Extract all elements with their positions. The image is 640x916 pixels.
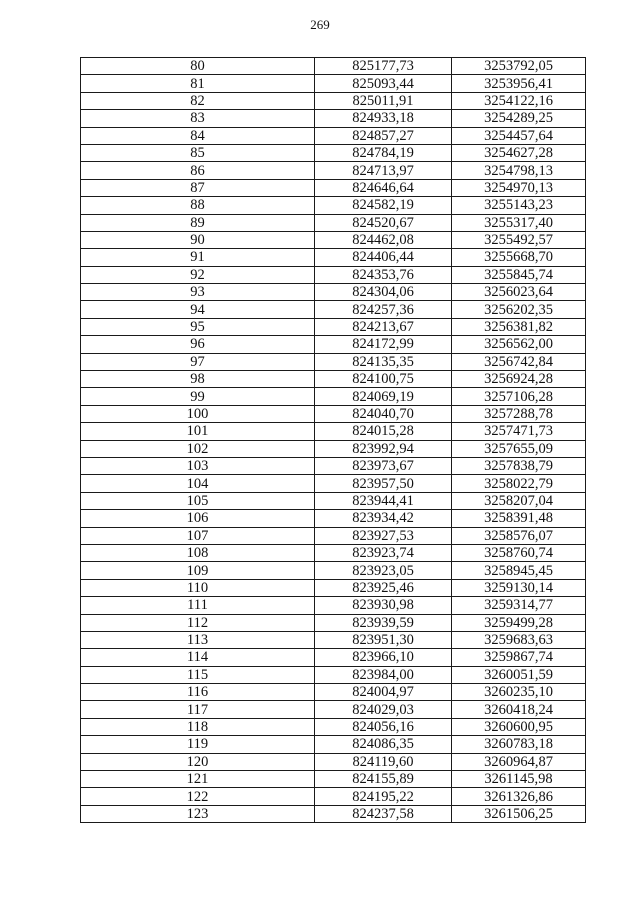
x-coordinate-cell: 823951,30 bbox=[315, 631, 452, 648]
y-coordinate-cell: 3258576,07 bbox=[452, 527, 586, 544]
table-row bbox=[81, 336, 586, 353]
point-number-cell: 88 bbox=[81, 197, 315, 214]
table-row bbox=[81, 144, 586, 161]
table-row bbox=[81, 510, 586, 527]
point-number-cell: 107 bbox=[81, 527, 315, 544]
table-row bbox=[81, 805, 586, 822]
table-row bbox=[81, 266, 586, 283]
x-coordinate-cell: 823934,42 bbox=[315, 510, 452, 527]
table-row bbox=[81, 214, 586, 231]
x-coordinate-cell: 823944,41 bbox=[315, 492, 452, 509]
y-coordinate-cell: 3256023,64 bbox=[452, 284, 586, 301]
x-coordinate-cell: 824015,28 bbox=[315, 423, 452, 440]
point-number-cell: 120 bbox=[81, 753, 315, 770]
y-coordinate-cell: 3259867,74 bbox=[452, 649, 586, 666]
table-row bbox=[81, 771, 586, 788]
y-coordinate-cell: 3254627,28 bbox=[452, 144, 586, 161]
y-coordinate-cell: 3256742,84 bbox=[452, 353, 586, 370]
y-coordinate-cell: 3259683,63 bbox=[452, 631, 586, 648]
y-coordinate-cell: 3258022,79 bbox=[452, 475, 586, 492]
x-coordinate-cell: 825093,44 bbox=[315, 75, 452, 92]
point-number-cell: 122 bbox=[81, 788, 315, 805]
x-coordinate-cell: 823925,46 bbox=[315, 579, 452, 596]
table-row bbox=[81, 736, 586, 753]
x-coordinate-cell: 824582,19 bbox=[315, 197, 452, 214]
y-coordinate-cell: 3254970,13 bbox=[452, 179, 586, 196]
table-row bbox=[81, 475, 586, 492]
y-coordinate-cell: 3259130,14 bbox=[452, 579, 586, 596]
point-number-cell: 102 bbox=[81, 440, 315, 457]
y-coordinate-cell: 3259499,28 bbox=[452, 614, 586, 631]
y-coordinate-cell: 3261326,86 bbox=[452, 788, 586, 805]
point-number-cell: 96 bbox=[81, 336, 315, 353]
table-row bbox=[81, 371, 586, 388]
y-coordinate-cell: 3255845,74 bbox=[452, 266, 586, 283]
x-coordinate-cell: 824462,08 bbox=[315, 231, 452, 248]
y-coordinate-cell: 3255492,57 bbox=[452, 231, 586, 248]
x-coordinate-cell: 824237,58 bbox=[315, 805, 452, 822]
point-number-cell: 105 bbox=[81, 492, 315, 509]
x-coordinate-cell: 824353,76 bbox=[315, 266, 452, 283]
y-coordinate-cell: 3253792,05 bbox=[452, 58, 586, 75]
table-row bbox=[81, 666, 586, 683]
table-row bbox=[81, 544, 586, 561]
table-row bbox=[81, 249, 586, 266]
x-coordinate-cell: 824086,35 bbox=[315, 736, 452, 753]
point-number-cell: 115 bbox=[81, 666, 315, 683]
table-row bbox=[81, 353, 586, 370]
table-row bbox=[81, 75, 586, 92]
table-row bbox=[81, 492, 586, 509]
point-number-cell: 91 bbox=[81, 249, 315, 266]
y-coordinate-cell: 3256202,35 bbox=[452, 301, 586, 318]
table-row bbox=[81, 58, 586, 75]
x-coordinate-cell: 824646,64 bbox=[315, 179, 452, 196]
point-number-cell: 118 bbox=[81, 718, 315, 735]
y-coordinate-cell: 3260783,18 bbox=[452, 736, 586, 753]
table-row bbox=[81, 197, 586, 214]
point-number-cell: 106 bbox=[81, 510, 315, 527]
table-row bbox=[81, 162, 586, 179]
x-coordinate-cell: 824040,70 bbox=[315, 405, 452, 422]
x-coordinate-cell: 824520,67 bbox=[315, 214, 452, 231]
table-row bbox=[81, 423, 586, 440]
y-coordinate-cell: 3255317,40 bbox=[452, 214, 586, 231]
y-coordinate-cell: 3258945,45 bbox=[452, 562, 586, 579]
x-coordinate-cell: 824406,44 bbox=[315, 249, 452, 266]
y-coordinate-cell: 3255668,70 bbox=[452, 249, 586, 266]
y-coordinate-cell: 3261145,98 bbox=[452, 771, 586, 788]
table-row bbox=[81, 301, 586, 318]
table-row bbox=[81, 788, 586, 805]
x-coordinate-cell: 824004,97 bbox=[315, 684, 452, 701]
y-coordinate-cell: 3257655,09 bbox=[452, 440, 586, 457]
point-number-cell: 95 bbox=[81, 318, 315, 335]
y-coordinate-cell: 3260600,95 bbox=[452, 718, 586, 735]
table-row bbox=[81, 440, 586, 457]
table-row bbox=[81, 562, 586, 579]
x-coordinate-cell: 824100,75 bbox=[315, 371, 452, 388]
point-number-cell: 82 bbox=[81, 92, 315, 109]
table-row bbox=[81, 405, 586, 422]
table-row bbox=[81, 701, 586, 718]
page-number: 269 bbox=[310, 17, 330, 32]
table-row bbox=[81, 614, 586, 631]
x-coordinate-cell: 824135,35 bbox=[315, 353, 452, 370]
y-coordinate-cell: 3260964,87 bbox=[452, 753, 586, 770]
table-row bbox=[81, 579, 586, 596]
x-coordinate-cell: 823973,67 bbox=[315, 457, 452, 474]
point-number-cell: 103 bbox=[81, 457, 315, 474]
point-number-cell: 116 bbox=[81, 684, 315, 701]
y-coordinate-cell: 3257471,73 bbox=[452, 423, 586, 440]
x-coordinate-cell: 824933,18 bbox=[315, 110, 452, 127]
point-number-cell: 104 bbox=[81, 475, 315, 492]
point-number-cell: 111 bbox=[81, 597, 315, 614]
y-coordinate-cell: 3257838,79 bbox=[452, 457, 586, 474]
y-coordinate-cell: 3260235,10 bbox=[452, 684, 586, 701]
point-number-cell: 87 bbox=[81, 179, 315, 196]
point-number-cell: 94 bbox=[81, 301, 315, 318]
table-row bbox=[81, 597, 586, 614]
x-coordinate-cell: 824056,16 bbox=[315, 718, 452, 735]
table-row bbox=[81, 284, 586, 301]
y-coordinate-cell: 3254798,13 bbox=[452, 162, 586, 179]
y-coordinate-cell: 3256381,82 bbox=[452, 318, 586, 335]
x-coordinate-cell: 824857,27 bbox=[315, 127, 452, 144]
y-coordinate-cell: 3254457,64 bbox=[452, 127, 586, 144]
y-coordinate-cell: 3253956,41 bbox=[452, 75, 586, 92]
point-number-cell: 86 bbox=[81, 162, 315, 179]
y-coordinate-cell: 3258391,48 bbox=[452, 510, 586, 527]
point-number-cell: 123 bbox=[81, 805, 315, 822]
point-number-cell: 81 bbox=[81, 75, 315, 92]
table-row bbox=[81, 718, 586, 735]
point-number-cell: 92 bbox=[81, 266, 315, 283]
table-row bbox=[81, 231, 586, 248]
point-number-cell: 119 bbox=[81, 736, 315, 753]
point-number-cell: 83 bbox=[81, 110, 315, 127]
table-row bbox=[81, 388, 586, 405]
x-coordinate-cell: 824213,67 bbox=[315, 318, 452, 335]
point-number-cell: 90 bbox=[81, 231, 315, 248]
x-coordinate-cell: 823992,94 bbox=[315, 440, 452, 457]
y-coordinate-cell: 3257106,28 bbox=[452, 388, 586, 405]
point-number-cell: 113 bbox=[81, 631, 315, 648]
point-number-cell: 110 bbox=[81, 579, 315, 596]
point-number-cell: 99 bbox=[81, 388, 315, 405]
point-number-cell: 80 bbox=[81, 58, 315, 75]
table-row bbox=[81, 527, 586, 544]
table-row bbox=[81, 649, 586, 666]
x-coordinate-cell: 824784,19 bbox=[315, 144, 452, 161]
x-coordinate-cell: 824172,99 bbox=[315, 336, 452, 353]
y-coordinate-cell: 3254122,16 bbox=[452, 92, 586, 109]
table-row bbox=[81, 457, 586, 474]
y-coordinate-cell: 3260051,59 bbox=[452, 666, 586, 683]
point-number-cell: 114 bbox=[81, 649, 315, 666]
x-coordinate-cell: 823927,53 bbox=[315, 527, 452, 544]
y-coordinate-cell: 3259314,77 bbox=[452, 597, 586, 614]
point-number-cell: 121 bbox=[81, 771, 315, 788]
x-coordinate-cell: 824029,03 bbox=[315, 701, 452, 718]
point-number-cell: 97 bbox=[81, 353, 315, 370]
table-row bbox=[81, 318, 586, 335]
table-row bbox=[81, 179, 586, 196]
x-coordinate-cell: 824195,22 bbox=[315, 788, 452, 805]
y-coordinate-cell: 3255143,23 bbox=[452, 197, 586, 214]
point-number-cell: 100 bbox=[81, 405, 315, 422]
point-number-cell: 101 bbox=[81, 423, 315, 440]
point-number-cell: 93 bbox=[81, 284, 315, 301]
y-coordinate-cell: 3258207,04 bbox=[452, 492, 586, 509]
point-number-cell: 112 bbox=[81, 614, 315, 631]
x-coordinate-cell: 823923,05 bbox=[315, 562, 452, 579]
table-row bbox=[81, 684, 586, 701]
table-row bbox=[81, 92, 586, 109]
point-number-cell: 89 bbox=[81, 214, 315, 231]
x-coordinate-cell: 823939,59 bbox=[315, 614, 452, 631]
y-coordinate-cell: 3254289,25 bbox=[452, 110, 586, 127]
x-coordinate-cell: 825011,91 bbox=[315, 92, 452, 109]
table-row bbox=[81, 631, 586, 648]
x-coordinate-cell: 823957,50 bbox=[315, 475, 452, 492]
x-coordinate-cell: 824257,36 bbox=[315, 301, 452, 318]
point-number-cell: 85 bbox=[81, 144, 315, 161]
table-row bbox=[81, 127, 586, 144]
x-coordinate-cell: 825177,73 bbox=[315, 58, 452, 75]
x-coordinate-cell: 823984,00 bbox=[315, 666, 452, 683]
y-coordinate-cell: 3257288,78 bbox=[452, 405, 586, 422]
x-coordinate-cell: 824713,97 bbox=[315, 162, 452, 179]
x-coordinate-cell: 824155,89 bbox=[315, 771, 452, 788]
x-coordinate-cell: 824304,06 bbox=[315, 284, 452, 301]
x-coordinate-cell: 824119,60 bbox=[315, 753, 452, 770]
y-coordinate-cell: 3258760,74 bbox=[452, 544, 586, 561]
y-coordinate-cell: 3256562,00 bbox=[452, 336, 586, 353]
point-number-cell: 109 bbox=[81, 562, 315, 579]
x-coordinate-cell: 823966,10 bbox=[315, 649, 452, 666]
y-coordinate-cell: 3261506,25 bbox=[452, 805, 586, 822]
coordinates-table bbox=[80, 57, 586, 823]
table-row bbox=[81, 753, 586, 770]
coordinates-table-body bbox=[81, 58, 586, 823]
x-coordinate-cell: 823923,74 bbox=[315, 544, 452, 561]
y-coordinate-cell: 3260418,24 bbox=[452, 701, 586, 718]
table-row bbox=[81, 110, 586, 127]
point-number-cell: 117 bbox=[81, 701, 315, 718]
x-coordinate-cell: 823930,98 bbox=[315, 597, 452, 614]
point-number-cell: 108 bbox=[81, 544, 315, 561]
x-coordinate-cell: 824069,19 bbox=[315, 388, 452, 405]
y-coordinate-cell: 3256924,28 bbox=[452, 371, 586, 388]
point-number-cell: 84 bbox=[81, 127, 315, 144]
point-number-cell: 98 bbox=[81, 371, 315, 388]
